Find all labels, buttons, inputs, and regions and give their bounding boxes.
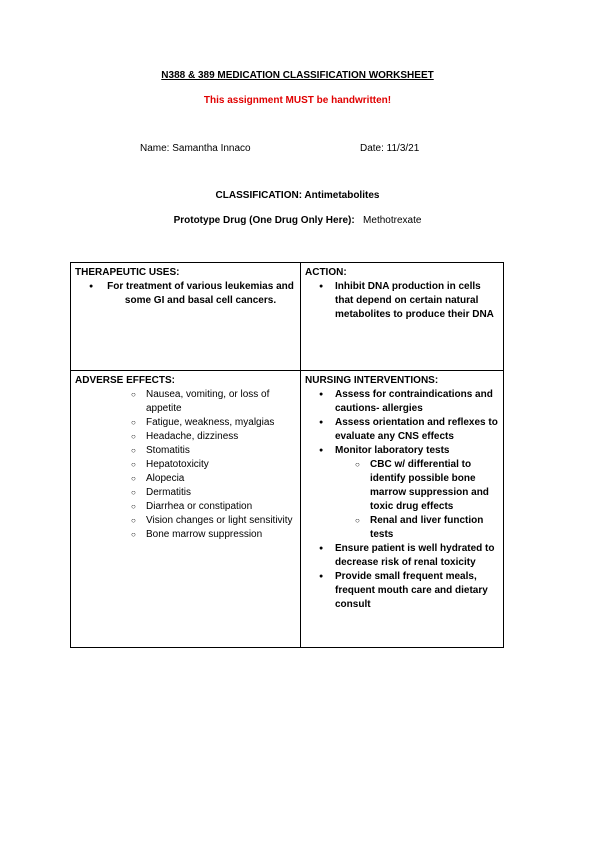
list-item: ● Inhibit DNA production in cells that depend on certain natural metabolites to produce their DNA (305, 280, 499, 322)
list-item: ● For treatment of various leukemias and some GI and basal cell cancers. (75, 280, 296, 308)
list-item (305, 444, 499, 542)
therapeutic-uses-heading: THERAPEUTIC USES: (75, 267, 180, 278)
list-item: ● Assess orientation and reflexes to evaluate any CNS effects (305, 416, 499, 444)
nursing-interventions-list (305, 388, 499, 612)
list-item: ○ Dermatitis (75, 486, 296, 500)
adverse-effects-heading: ADVERSE EFFECTS: (75, 375, 176, 386)
action-heading: ACTION: (305, 267, 347, 278)
worksheet-table (70, 262, 504, 648)
nursing-interventions-cell (301, 371, 504, 648)
therapeutic-uses-cell (71, 263, 301, 371)
classification-label: CLASSIFICATION: Antimetabolites (215, 190, 380, 201)
list-item: ○ Headache, dizziness (75, 430, 296, 444)
list-item: ● Provide small frequent meals, frequent mouth care and dietary consult (305, 570, 499, 612)
action-cell (301, 263, 504, 371)
list-item: ● Assess for contraindications and cautions- allergies (305, 388, 499, 416)
list-item: ○ Fatigue, weakness, myalgias (75, 416, 296, 430)
worksheet-row-top (71, 263, 504, 371)
adverse-effects-list (75, 388, 296, 542)
list-item: ○ Bone marrow suppression (75, 528, 296, 542)
prototype-drug-value: Methotrexate (363, 215, 422, 226)
adverse-effects-cell (71, 371, 301, 648)
therapeutic-uses-list (75, 280, 296, 308)
list-item: ○ Hepatotoxicity (75, 458, 296, 472)
action-list (305, 280, 499, 322)
list-item: ○ Renal and liver function tests (335, 514, 499, 542)
prototype-drug-spacer (357, 215, 360, 226)
monitor-labs-label: Monitor laboratory tests (335, 445, 450, 456)
handwritten-warning: This assignment MUST be handwritten! (203, 95, 392, 106)
list-item: ○ Diarrhea or constipation (75, 500, 296, 514)
list-item: ○ Vision changes or light sensitivity (75, 514, 296, 528)
list-item: ○ Alopecia (75, 472, 296, 486)
worksheet-row-bottom (71, 371, 504, 648)
worksheet-title: N388 & 389 MEDICATION CLASSIFICATION WORKSHEET (161, 70, 434, 81)
list-item: ○ Nausea, vomiting, or loss of appetite (75, 388, 296, 416)
prototype-drug-label: Prototype Drug (One Drug Only Here): (173, 215, 355, 226)
nursing-interventions-heading: NURSING INTERVENTIONS: (305, 375, 439, 386)
lab-tests-sublist (335, 458, 499, 542)
student-name: Name: Samantha Innaco (140, 143, 251, 154)
list-item: ○ Stomatitis (75, 444, 296, 458)
prototype-drug-line (0, 215, 595, 227)
list-item: ● Ensure patient is well hydrated to decrease risk of renal toxicity (305, 542, 499, 570)
list-item: ○ CBC w/ differential to identify possible bone marrow suppression and toxic drug effects (335, 458, 499, 514)
worksheet-date: Date: 11/3/21 (360, 143, 420, 154)
